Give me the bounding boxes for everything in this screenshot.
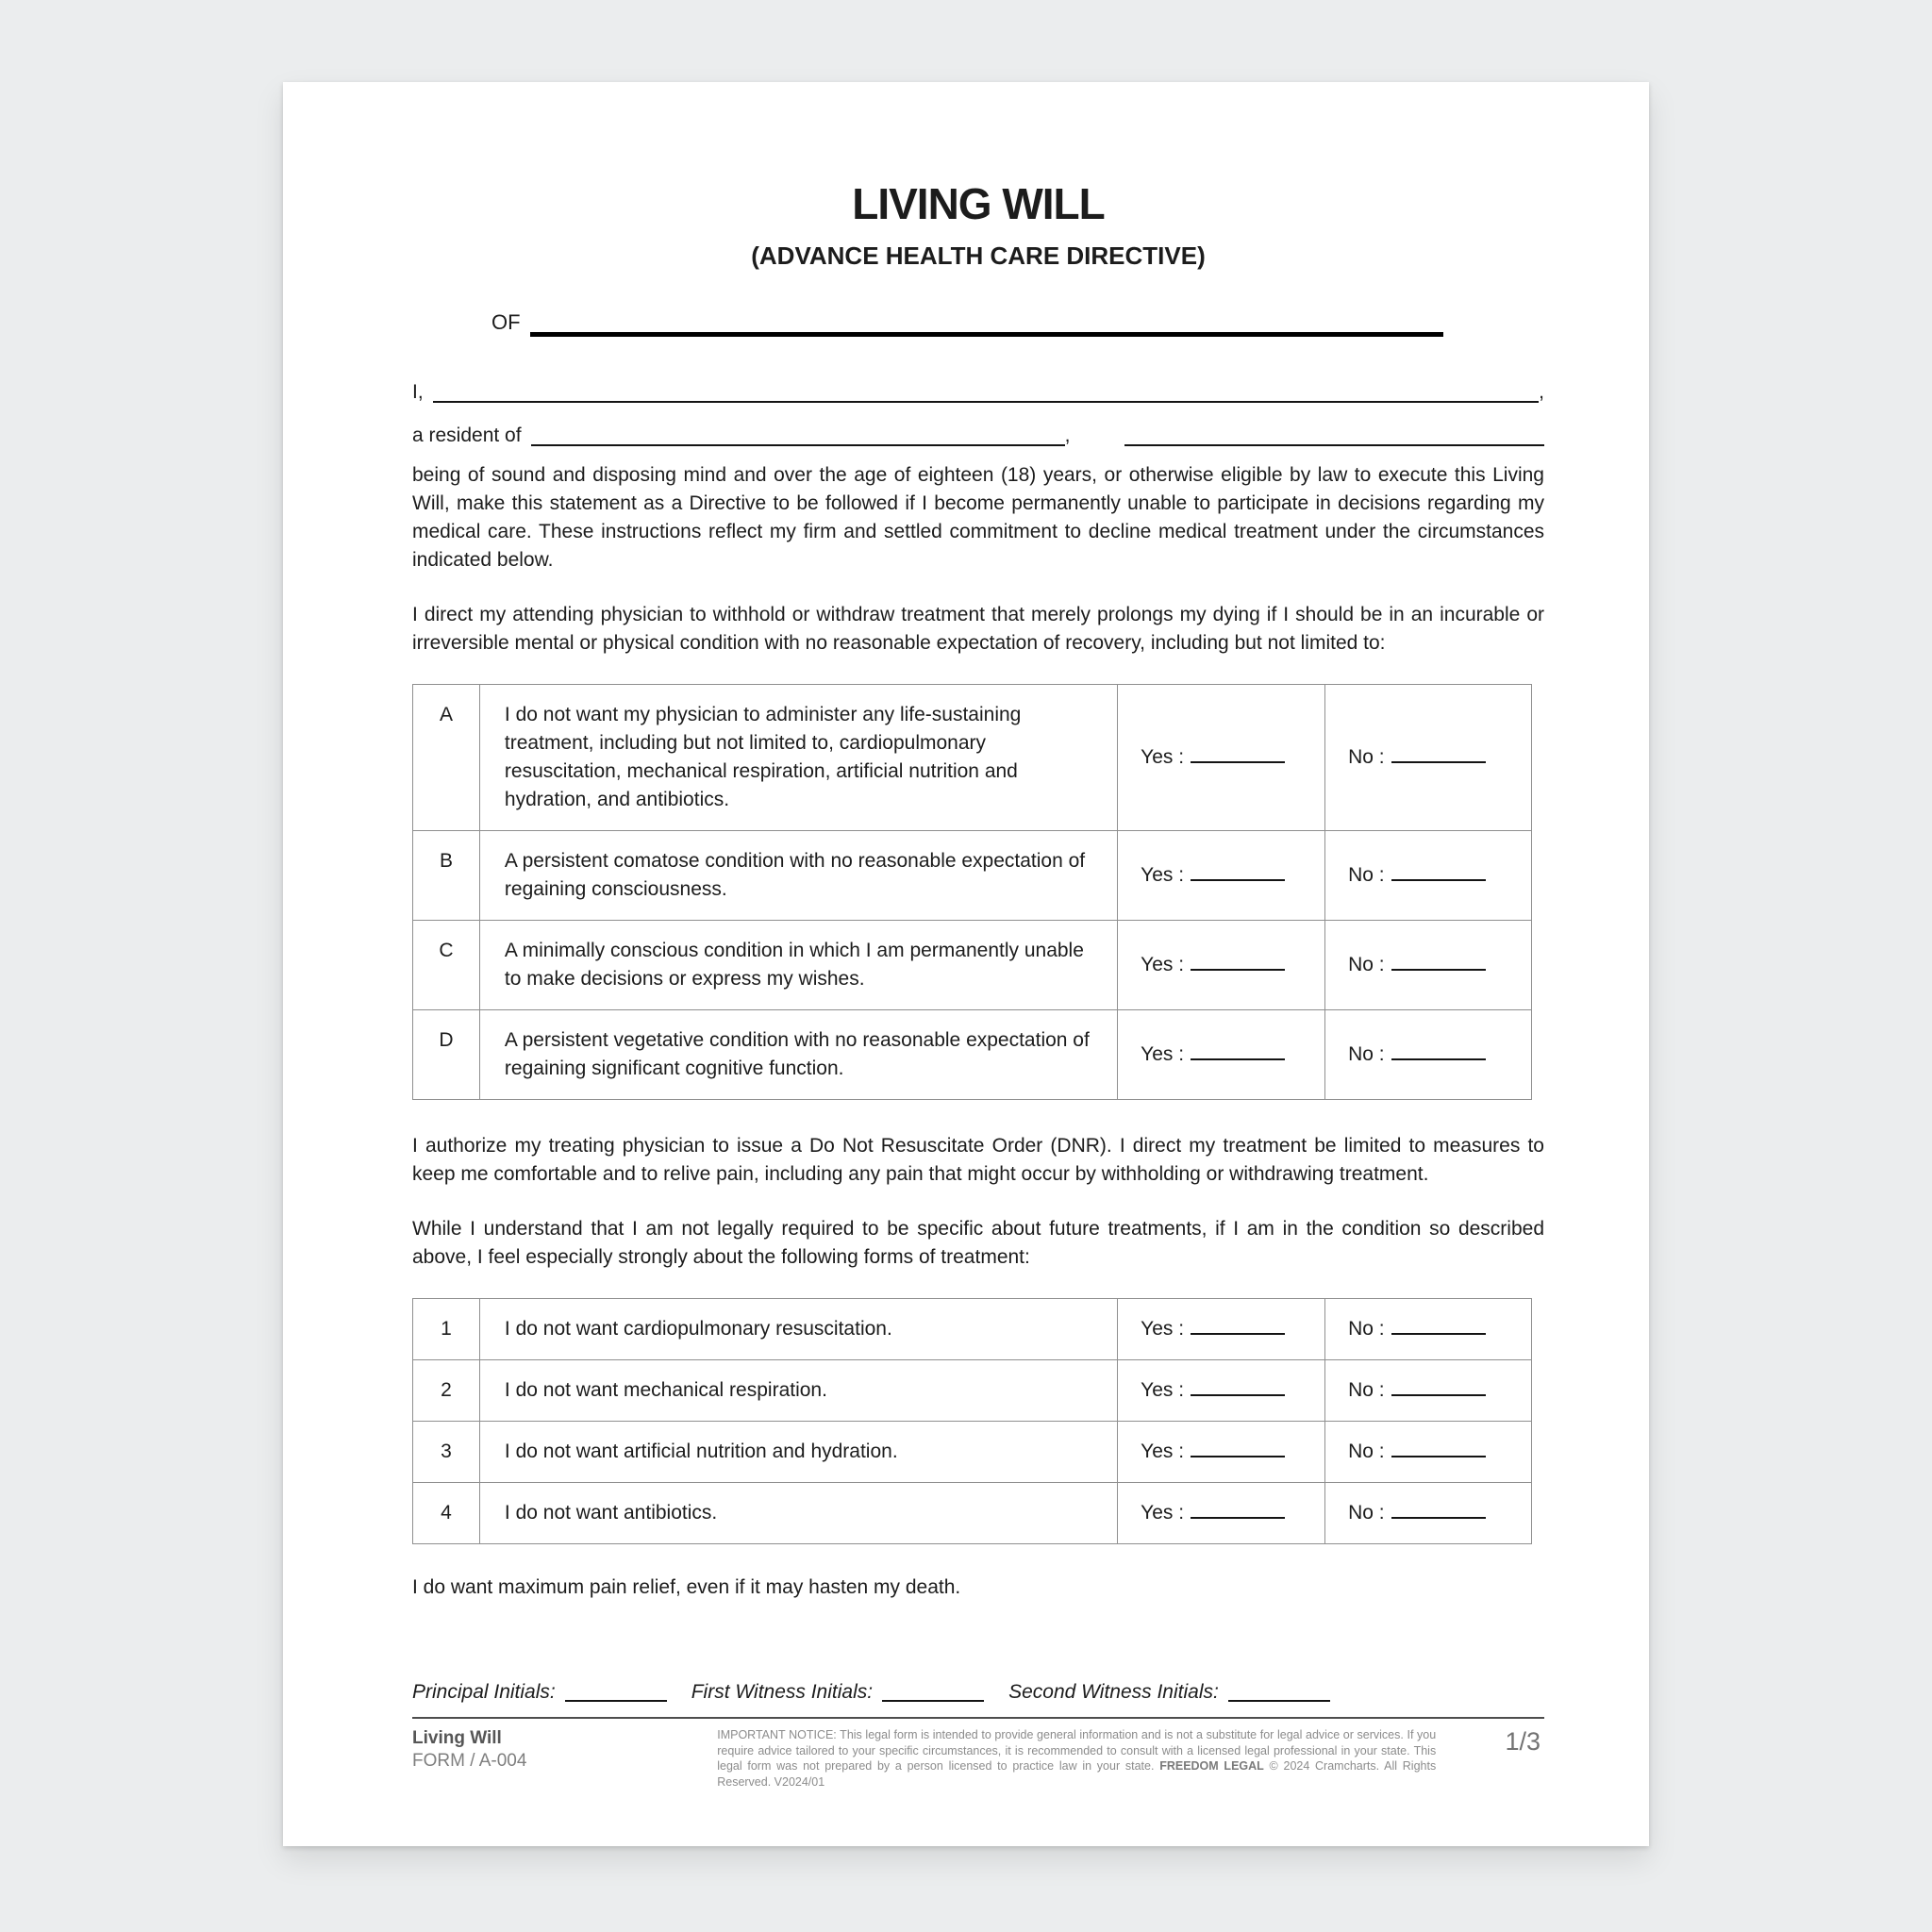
row-text: I do not want antibiotics. bbox=[479, 1483, 1117, 1544]
row-letter: C bbox=[413, 921, 480, 1010]
table-row bbox=[413, 921, 1532, 1010]
footer-left bbox=[412, 1727, 648, 1773]
of-label: OF bbox=[491, 310, 521, 334]
row-number: 4 bbox=[413, 1483, 480, 1544]
row-text: A persistent vegetative condition with no reasonable expectation of regaining significant cognitive function. bbox=[479, 1010, 1117, 1100]
of-line bbox=[412, 310, 1544, 335]
principal-initials-label: Principal Initials: bbox=[412, 1681, 556, 1703]
table-row bbox=[413, 1299, 1532, 1360]
footer-page-number: 1/3 bbox=[1505, 1727, 1541, 1756]
no-label: No : bbox=[1348, 864, 1385, 886]
no-blank[interactable] bbox=[1391, 969, 1486, 971]
no-blank[interactable] bbox=[1391, 879, 1486, 881]
footer-doc-name: Living Will bbox=[412, 1728, 502, 1748]
footer-divider bbox=[412, 1717, 1544, 1719]
row-text: I do not want mechanical respiration. bbox=[479, 1360, 1117, 1422]
table-row bbox=[413, 831, 1532, 921]
table-row bbox=[413, 1483, 1532, 1544]
row-text: I do not want artificial nutrition and hydration. bbox=[479, 1422, 1117, 1483]
row-text: I do not want cardiopulmonary resuscitation. bbox=[479, 1299, 1117, 1360]
resident-city-blank[interactable] bbox=[531, 442, 1065, 446]
yes-blank[interactable] bbox=[1191, 1456, 1285, 1457]
no-blank[interactable] bbox=[1391, 1058, 1486, 1060]
row-number: 2 bbox=[413, 1360, 480, 1422]
second-witness-initials-blank[interactable] bbox=[1228, 1698, 1330, 1702]
no-label: No : bbox=[1348, 954, 1385, 975]
table-row bbox=[413, 1010, 1532, 1100]
footer-notice bbox=[717, 1727, 1436, 1790]
row-text: I do not want my physician to administer any life-sustaining treatment, including but not limited to, cardiopulmonary resuscitation, mechanical respiration, artificial nutrition and hydration, and antibiotics. bbox=[479, 685, 1117, 831]
resident-label: a resident of bbox=[412, 425, 522, 446]
table-row bbox=[413, 1422, 1532, 1483]
page-subtitle: (ADVANCE HEALTH CARE DIRECTIVE) bbox=[751, 242, 1206, 270]
footer-area bbox=[412, 1681, 1544, 1790]
footer-copyright: © 2024 Cramcharts. All Rights Reserved. V2024/01 bbox=[717, 1759, 1437, 1789]
footer-form-code: FORM / A-004 bbox=[412, 1751, 527, 1771]
no-label: No : bbox=[1348, 1379, 1385, 1401]
yes-label: Yes : bbox=[1141, 1379, 1185, 1401]
treatments-paragraph: While I understand that I am not legally required to be specific about future treatments, if I am in the condition so described above, I feel especially strongly about the following forms of treatment: bbox=[412, 1218, 1544, 1268]
yes-blank[interactable] bbox=[1191, 969, 1285, 971]
document-page bbox=[283, 82, 1649, 1846]
yes-blank[interactable] bbox=[1191, 761, 1285, 763]
footer-brand: FREEDOM LEGAL bbox=[1159, 1759, 1264, 1773]
no-label: No : bbox=[1348, 1502, 1385, 1524]
yes-label: Yes : bbox=[1141, 954, 1185, 975]
directive-paragraph: I direct my attending physician to withhold or withdraw treatment that merely prolongs my dying if I should be in an incurable or irreversible mental or physical condition with no reasonable expectation of recovery, including but not limited to: bbox=[412, 604, 1544, 654]
first-witness-initials-label: First Witness Initials: bbox=[691, 1681, 874, 1703]
initials-line bbox=[412, 1681, 1544, 1704]
resident-line bbox=[412, 422, 1544, 450]
yes-blank[interactable] bbox=[1191, 1333, 1285, 1335]
of-title-blank[interactable] bbox=[530, 331, 1443, 337]
footer-notice-text: IMPORTANT NOTICE: This legal form is intended to provide general information and is not a substitute for legal advice or services. If you require advice tailored to your specific circumstances, it is recommended to consult with a licensed legal professional in your state. This legal form was not prepared by a person licensed to practice law in your state. bbox=[717, 1728, 1437, 1773]
comma: , bbox=[1064, 425, 1071, 446]
yes-label: Yes : bbox=[1141, 1441, 1185, 1462]
yes-label: Yes : bbox=[1141, 1318, 1185, 1340]
yes-label: Yes : bbox=[1141, 1043, 1185, 1065]
page-title: LIVING WILL bbox=[852, 179, 1105, 228]
declarant-label: I, bbox=[412, 381, 424, 403]
dnr-paragraph: I authorize my treating physician to issue a Do Not Resuscitate Order (DNR). I direct my treatment be limited to measures to keep me comfortable and to relive pain, including any pain that might occur by withholding or withdrawing treatment. bbox=[412, 1135, 1544, 1185]
no-label: No : bbox=[1348, 746, 1385, 768]
yes-label: Yes : bbox=[1141, 1502, 1185, 1524]
row-number: 3 bbox=[413, 1422, 480, 1483]
row-letter: D bbox=[413, 1010, 480, 1100]
row-letter: B bbox=[413, 831, 480, 921]
comma: , bbox=[1539, 381, 1544, 403]
intro-paragraph: being of sound and disposing mind and over the age of eighteen (18) years, or otherwise eligible by law to execute this Living Will, make this statement as a Directive to be followed if I become permanently unable to participate in decisions regarding my medical care. These instructions reflect my firm and settled commitment to decline medical treatment under the circumstances indicated below. bbox=[412, 464, 1544, 571]
no-blank[interactable] bbox=[1391, 761, 1486, 763]
treatments-table bbox=[412, 1298, 1532, 1544]
first-witness-initials-blank[interactable] bbox=[882, 1698, 984, 1702]
yes-blank[interactable] bbox=[1191, 1058, 1285, 1060]
no-blank[interactable] bbox=[1391, 1456, 1486, 1457]
no-label: No : bbox=[1348, 1043, 1385, 1065]
second-witness-initials-label: Second Witness Initials: bbox=[1008, 1681, 1219, 1703]
declarant-line bbox=[412, 378, 1544, 407]
conditions-table bbox=[412, 684, 1532, 1100]
no-blank[interactable] bbox=[1391, 1517, 1486, 1519]
yes-label: Yes : bbox=[1141, 864, 1185, 886]
no-blank[interactable] bbox=[1391, 1333, 1486, 1335]
row-text: A minimally conscious condition in which I am permanently unable to make decisions or express my wishes. bbox=[479, 921, 1117, 1010]
row-text: A persistent comatose condition with no reasonable expectation of regaining consciousness. bbox=[479, 831, 1117, 921]
yes-blank[interactable] bbox=[1191, 1517, 1285, 1519]
no-label: No : bbox=[1348, 1318, 1385, 1340]
footer-row bbox=[412, 1727, 1544, 1790]
row-letter: A bbox=[413, 685, 480, 831]
pain-relief-statement: I do want maximum pain relief, even if it may hasten my death. bbox=[412, 1576, 961, 1598]
resident-state-blank[interactable] bbox=[1124, 442, 1544, 446]
principal-initials-blank[interactable] bbox=[565, 1698, 667, 1702]
yes-label: Yes : bbox=[1141, 746, 1185, 768]
no-label: No : bbox=[1348, 1441, 1385, 1462]
table-row bbox=[413, 1360, 1532, 1422]
yes-blank[interactable] bbox=[1191, 879, 1285, 881]
row-number: 1 bbox=[413, 1299, 480, 1360]
yes-blank[interactable] bbox=[1191, 1394, 1285, 1396]
no-blank[interactable] bbox=[1391, 1394, 1486, 1396]
declarant-name-blank[interactable] bbox=[433, 399, 1539, 403]
table-row bbox=[413, 685, 1532, 831]
